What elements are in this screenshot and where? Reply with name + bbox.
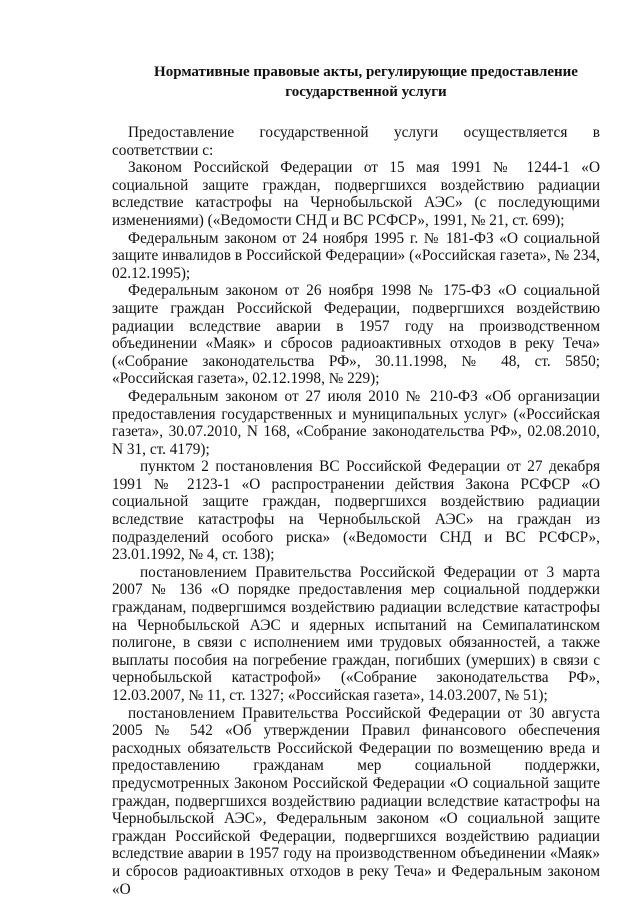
- document-title: [120, 62, 600, 102]
- title-line-1: Нормативные правовые акты, регулирующие предоставление: [154, 64, 578, 80]
- paragraph-resolution-136: постановлением Правительства Российской Федерации от 3 марта 2007 № 136 «О порядке предоставления мер социальной поддержки гражданам, подвергшимся воздействию радиации вследствие катастрофы на Чернобыльской АЭС и ядерных испытаний на Семипалатинском полигоне, в связи с исполнением ими трудовых обязанностей, а также выплаты пособия на погребение граждан, погибших (умерших) в связи с чернобыльской катастрофой» («Собрание законодательства РФ», 12.03.2007, № 11, ст. 1327; «Российская газета», 14.03.2007, № 51);: [112, 563, 600, 704]
- document-body: [112, 124, 600, 898]
- paragraph-resolution-542: постановлением Правительства Российской Федерации от 30 августа 2005 № 542 «Об утверждении Правил финансового обеспечения расходных обязательств Российской Федерации по возмещению вреда и предоставлению гражданам мер социальной поддержки, предусмотренных Законом Российской Федерации «О социальной защите граждан, подвергшихся воздействию радиации вследствие катастрофы на Чернобыльской АЭС», Федеральным законом «О социальной защите граждан Российской Федерации, подвергшихся воздействию радиации вследствие аварии в 1957 году на производственном объединении «Маяк» и сбросов радиоактивных отходов в реку Теча» и Федеральным законом «О: [112, 704, 600, 898]
- paragraph-law-181-fz: Федеральным законом от 24 ноября 1995 г. № 181-ФЗ «О социальной защите инвалидов в Российской Федерации» («Российская газета», № 234, 02.12.1995);: [112, 229, 600, 282]
- paragraph-law-175-fz: Федеральным законом от 26 ноября 1998 № 175-ФЗ «О социальной защите граждан Российской Федерации, подвергшихся воздействию радиации вследствие аварии в 1957 году на производственном объединении «Маяк» и сбросов радиоактивных отходов в реку Теча» («Собрание законодательства РФ», 30.11.1998, № 48, ст. 5850; «Российская газета», 02.12.1998, № 229);: [112, 282, 600, 388]
- paragraph-resolution-2123-1: пунктом 2 постановления ВС Российской Федерации от 27 декабря 1991 № 2123-1 «О распространении действия Закона РСФСР «О социальной защите граждан, подвергшихся воздействию радиации вследствие катастрофы на Чернобыльской АЭС» на граждан из подразделений особого риска» («Ведомости СНД и ВС РСФСР», 23.01.1992, № 4, ст. 138);: [112, 458, 600, 564]
- paragraph-law-210-fz: Федеральным законом от 27 июля 2010 № 210-ФЗ «Об организации предоставления государственных и муниципальных услуг» («Российская газета», 30.07.2010, N 168, «Собрание законодательства РФ», 02.08.2010, N 31, ст. 4179);: [112, 387, 600, 458]
- paragraph-law-1244-1: Законом Российской Федерации от 15 мая 1991 № 1244-1 «О социальной защите граждан, подвергшихся воздействию радиации вследствие катастрофы на Чернобыльской АЭС» (с последующими изменениями) («Ведомости СНД и ВС РСФСР», 1991, № 21, ст. 699);: [112, 159, 600, 229]
- paragraph-intro: Предоставление государственной услуги осуществляется в соответствии с:: [112, 124, 600, 159]
- title-line-2: государственной услуги: [285, 84, 447, 100]
